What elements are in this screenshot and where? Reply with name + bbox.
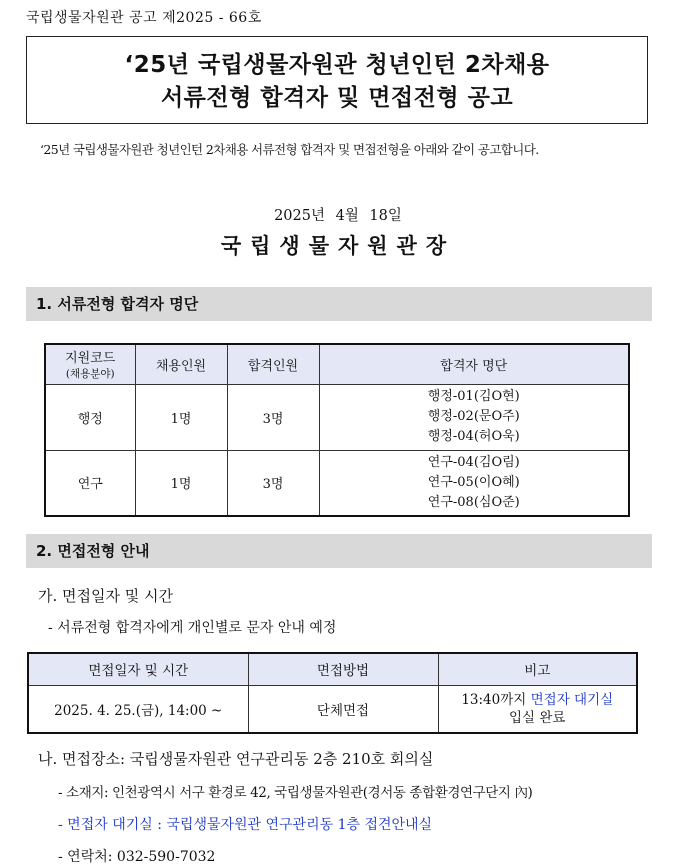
director-signature: 국립생물자원관장 bbox=[220, 233, 456, 258]
passed-applicants-table bbox=[44, 343, 630, 517]
row-openings: 1명 bbox=[135, 450, 227, 516]
interview-method: 단체면접 bbox=[248, 685, 438, 733]
row-field: 연구 bbox=[45, 450, 135, 516]
announcement-date: 2025년 4월 18일 bbox=[274, 208, 402, 224]
title-line-2: 서류전형 합격자 및 면접전형 공고 bbox=[160, 85, 514, 111]
header-remark: 비고 bbox=[438, 653, 637, 685]
applicant-name: 연구-08(심O준) bbox=[427, 494, 520, 510]
applicant-name: 행정-02(문O주) bbox=[427, 409, 520, 424]
header-method: 면접방법 bbox=[248, 653, 438, 685]
table-row bbox=[28, 685, 637, 733]
header-datetime: 면접일자 및 시간 bbox=[28, 653, 248, 685]
waiting-room-line: - 면접자 대기실 : 국립생물자원관 연구관리동 1층 접견안내실 bbox=[58, 817, 433, 833]
remark-line-2: 입실 완료 bbox=[509, 709, 566, 726]
section-2-heading: 2. 면접전형 안내 bbox=[26, 534, 652, 568]
contact-line: - 연락처: 032-590-7032 bbox=[58, 849, 216, 865]
remark-prefix: 13:40까지 bbox=[461, 691, 527, 708]
notice-number: 국립생물자원관 공고 제2025 - 66호 bbox=[26, 10, 262, 26]
row-passed: 3명 bbox=[227, 450, 319, 516]
table-row bbox=[45, 450, 629, 516]
remark-waiting-room: 면접자 대기실 bbox=[530, 691, 614, 708]
title-box bbox=[26, 36, 648, 124]
interview-schedule-table bbox=[27, 652, 638, 734]
row-passed: 3명 bbox=[227, 384, 319, 450]
section-1-heading: 1. 서류전형 합격자 명단 bbox=[26, 287, 652, 321]
header-names: 합격자 명단 bbox=[319, 344, 629, 384]
applicant-name: 행정-01(김O현) bbox=[427, 389, 520, 404]
table-header-row bbox=[45, 344, 629, 384]
sub-heading-a: 가. 면접일자 및 시간 bbox=[38, 587, 173, 605]
sub-a-note: - 서류전형 합격자에게 개인별로 문자 안내 예정 bbox=[48, 620, 337, 636]
row-openings: 1명 bbox=[135, 384, 227, 450]
intro-text: ‘25년 국립생물자원관 청년인턴 2차채용 서류전형 합격자 및 면접전형을 아래와 같이 공고합니다. bbox=[40, 142, 539, 157]
interview-remark bbox=[438, 685, 637, 733]
header-code bbox=[45, 344, 135, 384]
row-field: 행정 bbox=[45, 384, 135, 450]
applicant-name: 연구-04(김O림) bbox=[427, 454, 520, 470]
title-line-1: ‘25년 국립생물자원관 청년인턴 2차채용 bbox=[124, 52, 550, 78]
row-names bbox=[319, 450, 629, 516]
row-names bbox=[319, 384, 629, 450]
header-openings: 채용인원 bbox=[135, 344, 227, 384]
applicant-name: 행정-04(허O욱) bbox=[427, 429, 520, 444]
header-code-sub: (채용분야) bbox=[65, 368, 115, 381]
table-row bbox=[45, 384, 629, 450]
interview-datetime: 2025. 4. 25.(금), 14:00 ~ bbox=[28, 685, 248, 733]
header-code-label: 지원코드 bbox=[65, 351, 116, 367]
table-header-row bbox=[28, 653, 637, 685]
address-line: - 소재지: 인천광역시 서구 환경로 42, 국립생물자원관(경서동 종합환경연구단지 內) bbox=[58, 785, 533, 801]
sub-heading-b: 나. 면접장소: 국립생물자원관 연구관리동 2층 210호 회의실 bbox=[38, 750, 434, 768]
header-passed: 합격인원 bbox=[227, 344, 319, 384]
applicant-name: 연구-05(이O혜) bbox=[427, 474, 520, 490]
remark-line-1 bbox=[439, 691, 637, 709]
